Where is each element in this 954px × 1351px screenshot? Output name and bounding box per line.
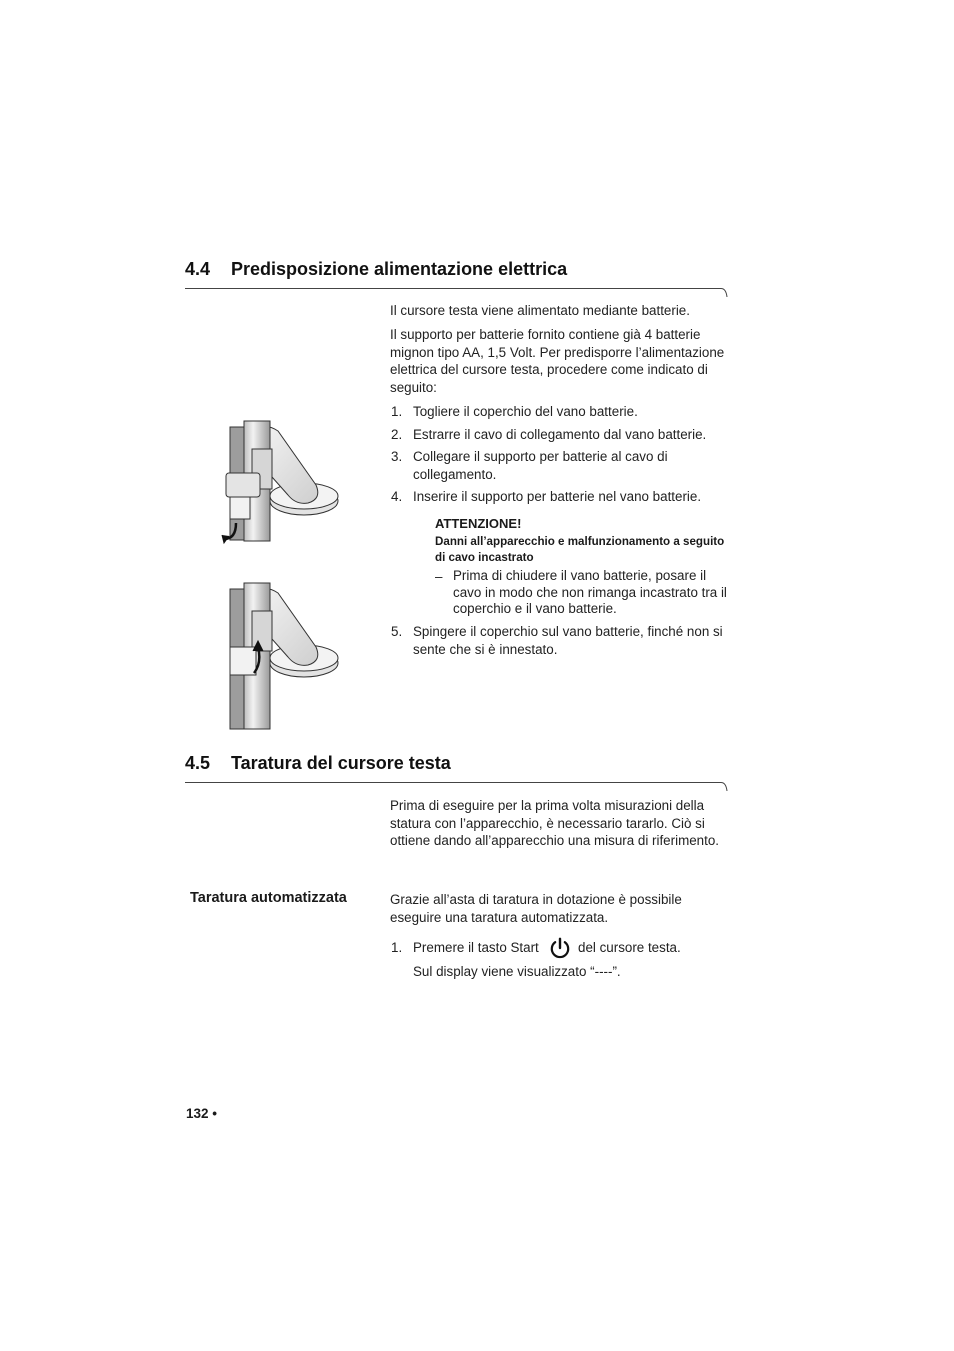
illustration-step-close (230, 583, 338, 729)
calibration-intro: Prima di eseguire per la prima volta misurazioni della statura con l’apparecchio, è necessario tararlo. Ciò si ottiene dando all’apparecchio una misura di riferimento. (390, 798, 720, 849)
power-icon (549, 937, 571, 959)
section-heading-4-5 (185, 753, 451, 774)
step-text-after-icon: del cursore testa. (578, 940, 681, 955)
automated-calibration-text: Grazie all’asta di taratura in dotazione è possibile eseguire una taratura automatizzata. (390, 892, 682, 925)
section-number: 4.5 (185, 753, 211, 773)
list-item: 5. Spingere il coperchio sul vano batterie, finché non si sente che si è innestato. (391, 624, 723, 657)
section-title: Taratura del cursore testa (231, 753, 451, 773)
heading-rule (185, 781, 730, 793)
warning-subtitle: Danni all’apparecchio e malfunzionamento a seguito di cavo incastrato (435, 535, 725, 564)
battery-illustration (212, 415, 347, 735)
section-title: Predisposizione alimentazione elettrica (231, 259, 568, 279)
intro-paragraph-1: Il cursore testa viene alimentato mediante batterie. (390, 303, 690, 318)
warning-text: Prima di chiudere il vano batterie, posare il cavo in modo che non rimanga incastrato tra il coperchio e il vano batterie. (453, 568, 727, 617)
side-label-automated-calibration: Taratura automatizzata (190, 890, 347, 906)
section-heading-4-4 (185, 259, 567, 280)
page-number: 132 • (186, 1106, 218, 1121)
section-number: 4.4 (185, 259, 211, 279)
warning-dash: – (435, 569, 443, 584)
heading-rule (185, 287, 730, 299)
warning-title: ATTENZIONE! (435, 516, 522, 531)
intro-paragraph-2: Il supporto per batterie fornito contiene già 4 batterie mignon tipo AA, 1,5 Volt. Per predisporre l’alimentazione elettrica del cursore testa, procedere come indicato di seguito: (390, 327, 725, 395)
list-item: 3. Collegare il supporto per batterie al cavo di collegamento. (391, 449, 668, 482)
illustration-step-open (222, 421, 338, 543)
display-note: Sul display viene visualizzato “----”. (413, 964, 621, 979)
